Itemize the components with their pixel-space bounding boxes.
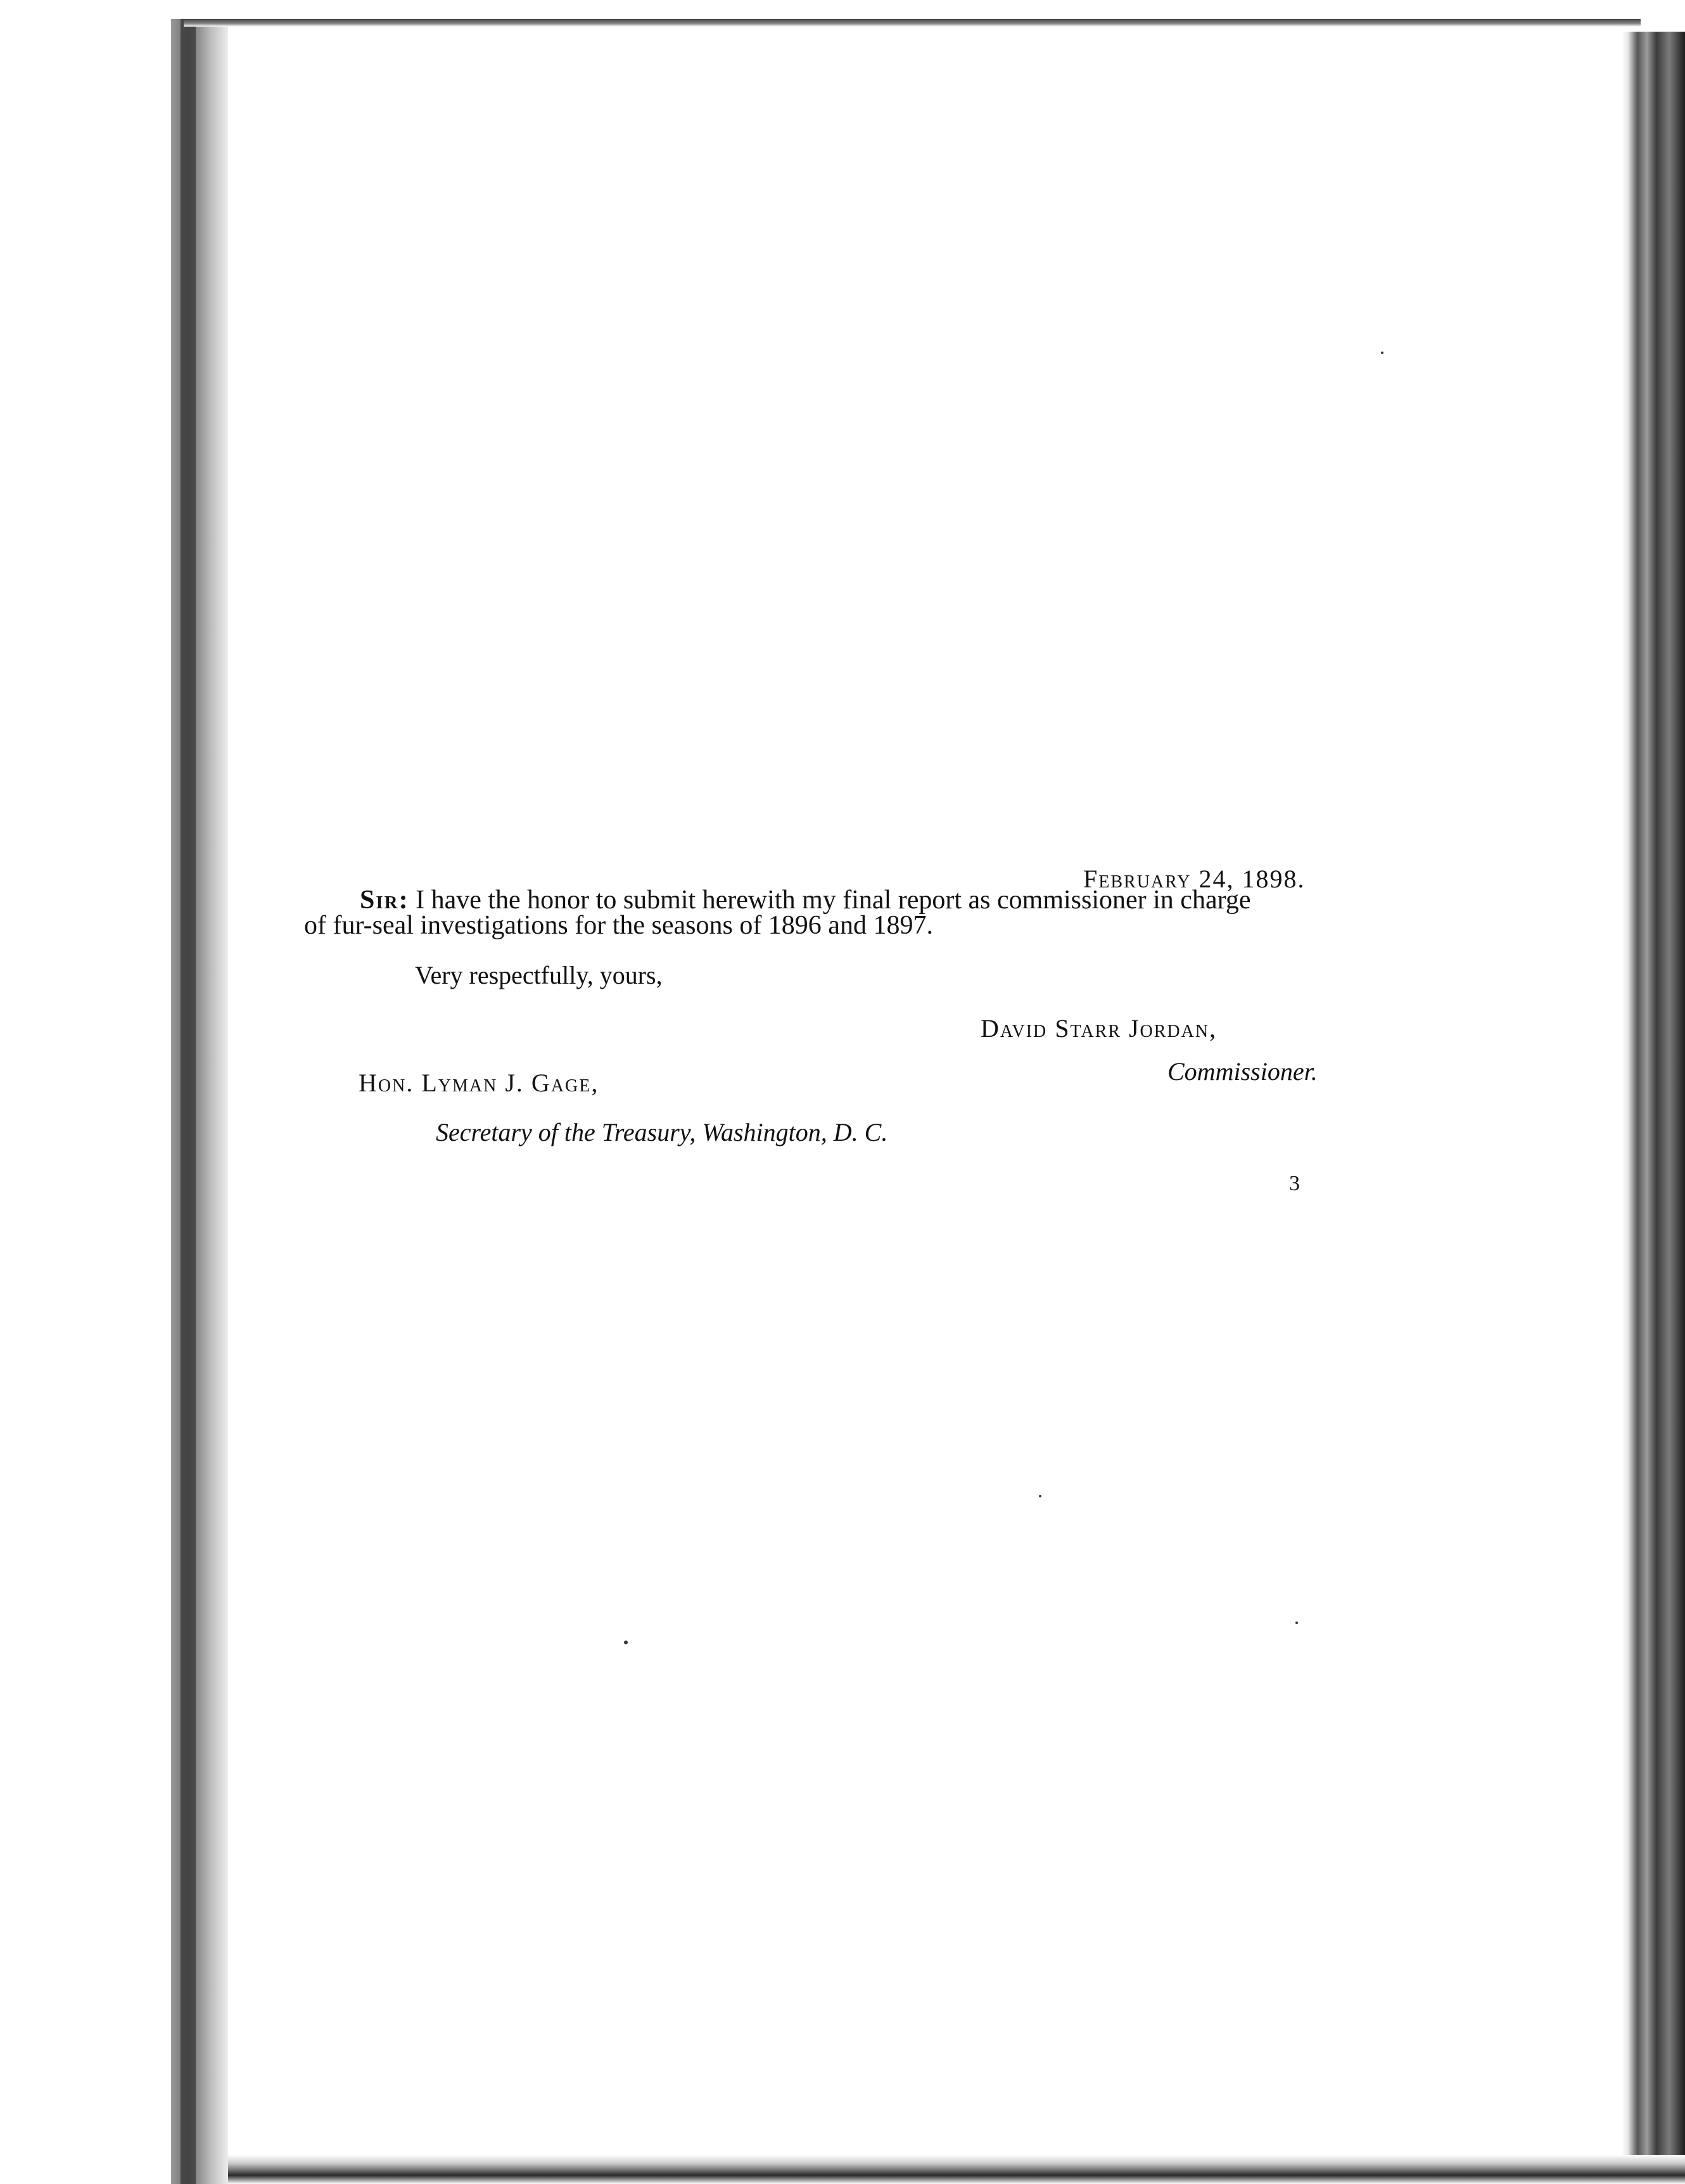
addressee-title: Secretary of the Treasury, Washington, D. C.: [436, 1118, 888, 1146]
page-right-edge: [1622, 32, 1685, 2184]
page-number: 3: [1289, 1172, 1300, 1195]
page-bottom-edge: [228, 2155, 1685, 2184]
letter-body-first-line: [360, 887, 1250, 913]
left-margin: [0, 0, 171, 2184]
book-gutter: [171, 19, 228, 2184]
scan-speck: [1295, 1622, 1298, 1624]
body-line-1: I have the honor to submit herewith my final report as commissioner in charge: [416, 886, 1251, 915]
signature-title: Commissioner.: [1167, 1057, 1318, 1086]
book-gutter-shadow: [181, 19, 196, 2184]
scan-speck: [1381, 352, 1383, 354]
page-top-edge: [184, 19, 1641, 27]
addressee-name: Hon. Lyman J. Gage,: [359, 1069, 599, 1097]
closing: Very respectfully, yours,: [415, 961, 663, 989]
letter-date: February 24, 1898.: [1083, 865, 1306, 893]
scan-speck: [1039, 1495, 1041, 1497]
scan-speck: [624, 1641, 628, 1644]
salutation: Sir:: [360, 886, 409, 915]
signature-name: David Starr Jordan,: [981, 1014, 1218, 1043]
body-line-2: of fur-seal investigations for the seasons of 1896 and 1897.: [304, 911, 933, 940]
